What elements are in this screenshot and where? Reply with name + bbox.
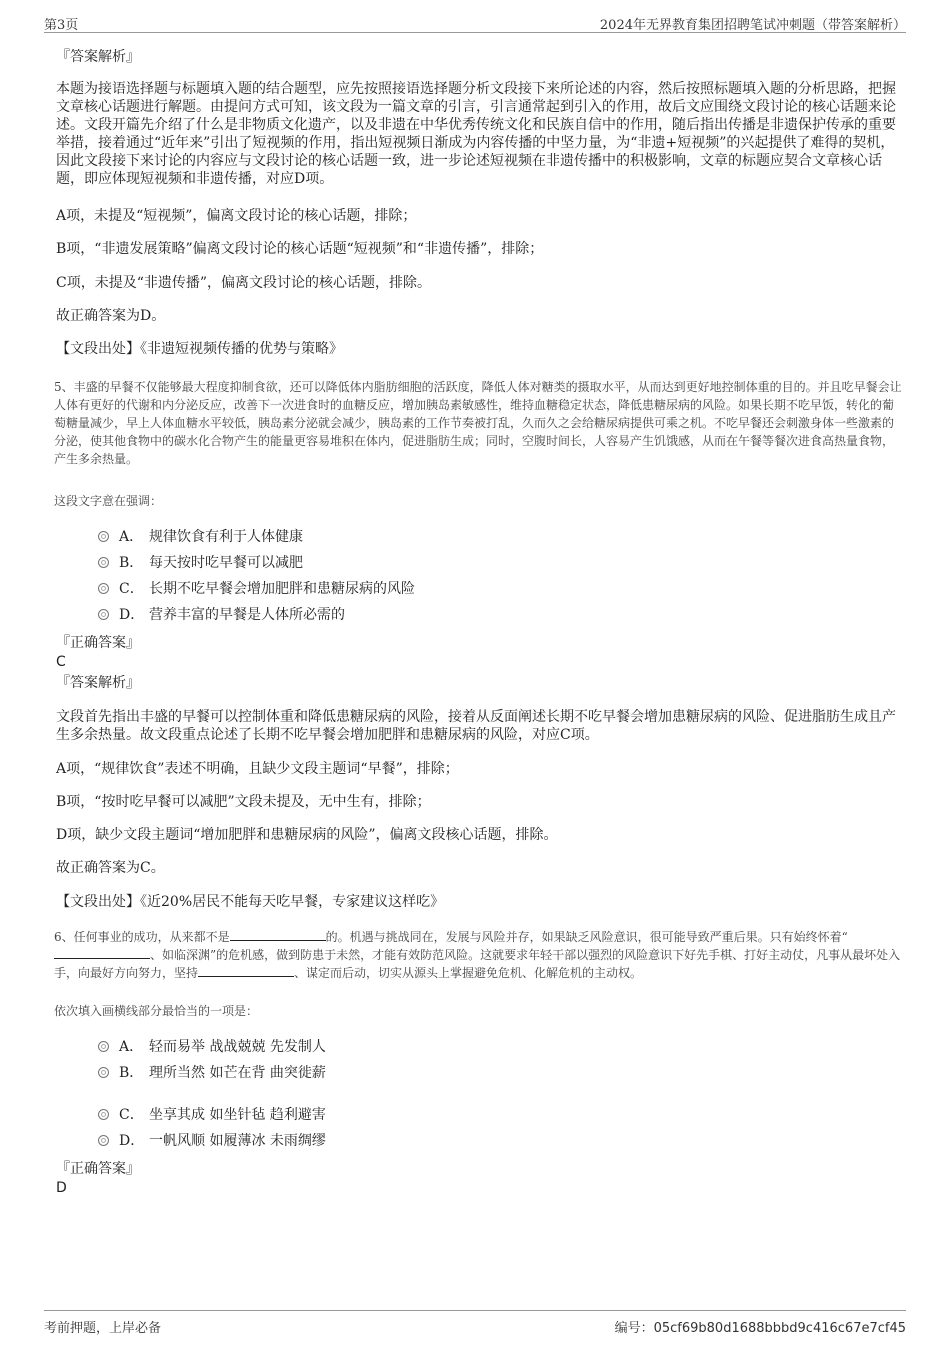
- q4-option-b-note: B项，“非遗发展策略”偏离文段讨论的核心话题“短视频”和“非遗传播”，排除；: [56, 241, 544, 257]
- page-header: [44, 12, 906, 33]
- q5-answer-label: 『正确答案』: [56, 635, 140, 651]
- page-number: 第3页: [44, 18, 79, 33]
- footer-slogan: 考前押题，上岸必备: [44, 1321, 162, 1336]
- q5-stem: 5、丰盛的早餐不仅能够最大程度抑制食欲，还可以降低体内脂肪细胞的活跃度，降低人体对糖类的摄取水平，从而达到更好地控制体重的目的。并且吃早餐会让人体有更好的代谢和内分泌反应，改善下一次进食时的血糖反应，增加胰岛素敏感性，维持血糖稳定状态，降低患糖尿病的风险。如果长期不吃早饭，转化的葡萄糖量减少，早上人体血糖水平较低，胰岛素分泌就会减少，胰岛素的工作节奏被打乱，久而久之会给糖尿病提供可乘之机。不吃早餐还会刺激身体一些激素的分泌，使其他食物中的碳水化合物产生的能量更容易堆积在体内，促进脂肪生成；同时，空腹时间长，人容易产生饥饿感，从而在午餐等餐次进食高热量食物，产生多余热量。: [54, 380, 902, 466]
- q6-answer: D: [56, 1180, 67, 1196]
- blank-3[interactable]: [198, 964, 294, 977]
- q5-option-c[interactable]: C． 长期不吃早餐会增加肥胖和患糖尿病的风险: [98, 580, 415, 598]
- q4-analysis-text: 本题为接语选择题与标题填入题的结合题型，应先按照接语选择题分析文段接下来所论述的内容，然后按照标题填入题的分析思路，把握文章核心话题进行解题。由提问方式可知，该文段为一篇文章的引言，引言通常起到引入的作用，故后文应围绕文段讨论的核心话题来论述。文段开篇先介绍了什么是非物质文化遗产，以及非遗在中华优秀传统文化和民族自信中的作用，随后指出传播是非遗保护传承的重要举措，接着通过“近年来”引出了短视频的作用，指出短视频日渐成为内容传播的中坚力量，为“非遗+短视频”的兴起提供了难得的契机，因此文段接下来讨论的内容应与文段讨论的核心话题一致，进一步论述短视频在非遗传播中的积极影响，文章的标题应契合文章核心话题，即应体现短视频和非遗传播，对应D项。: [56, 81, 896, 187]
- q4-source: 【文段出处】《非遗短视频传播的优势与策略》: [56, 341, 343, 357]
- radio-icon[interactable]: [98, 583, 109, 594]
- q5-option-a-note: A项，“规律饮食”表述不明确，且缺少文段主题词“早餐”，排除；: [56, 761, 459, 777]
- q5-option-d-note: D项，缺少文段主题词“增加肥胖和患糖尿病的风险”，偏离文段核心话题，排除。: [56, 827, 558, 843]
- q6-answer-label: 『正确答案』: [56, 1161, 140, 1177]
- q6-option-c[interactable]: C． 坐享其成 如坐针毡 趋利避害: [98, 1106, 326, 1124]
- radio-icon[interactable]: [98, 1067, 109, 1078]
- radio-icon[interactable]: [98, 1109, 109, 1120]
- page-footer: [44, 1310, 906, 1339]
- q5-answer: C: [56, 654, 66, 670]
- radio-icon[interactable]: [98, 557, 109, 568]
- radio-icon[interactable]: [98, 1041, 109, 1052]
- blank-1[interactable]: [230, 928, 326, 941]
- blank-2[interactable]: [54, 946, 150, 959]
- radio-icon[interactable]: [98, 609, 109, 620]
- q6-option-d[interactable]: D． 一帆风顺 如履薄冰 未雨绸缪: [98, 1132, 326, 1150]
- q4-analysis-label: 『答案解析』: [56, 49, 140, 65]
- q5-option-d[interactable]: D． 营养丰富的早餐是人体所必需的: [98, 606, 345, 624]
- q6-question: 依次填入画横线部分最恰当的一项是：: [54, 1004, 259, 1018]
- q5-question: 这段文字意在强调：: [54, 494, 163, 508]
- q5-conclusion: 故正确答案为C。: [56, 860, 165, 876]
- q5-option-b-note: B项，“按时吃早餐可以减肥”文段未提及，无中生有，排除；: [56, 794, 431, 810]
- q5-analysis-label: 『答案解析』: [56, 675, 140, 691]
- q4-option-c-note: C项，未提及“非遗传播”，偏离文段讨论的核心话题，排除。: [56, 275, 432, 291]
- q4-conclusion: 故正确答案为D。: [56, 308, 166, 324]
- q5-option-b[interactable]: B． 每天按时吃早餐可以减肥: [98, 554, 303, 572]
- footer-code: 编号：05cf69b80d1688bbbd9c416c67e7cf45: [614, 1321, 906, 1336]
- q6-option-a[interactable]: A． 轻而易举 战战兢兢 先发制人: [98, 1038, 326, 1056]
- document-title: 2024年无界教育集团招聘笔试冲刺题（带答案解析）: [599, 18, 906, 33]
- q6-option-b[interactable]: B． 理所当然 如芒在背 曲突徙薪: [98, 1064, 326, 1082]
- q5-source: 【文段出处】《近20%居民不能每天吃早餐，专家建议这样吃》: [56, 894, 445, 910]
- q4-option-a-note: A项，未提及“短视频”，偏离文段讨论的核心话题，排除；: [56, 208, 417, 224]
- q5-option-a[interactable]: A． 规律饮食有利于人体健康: [98, 528, 303, 546]
- radio-icon[interactable]: [98, 1135, 109, 1146]
- radio-icon[interactable]: [98, 531, 109, 542]
- q5-analysis-text: 文段首先指出丰盛的早餐可以控制体重和降低患糖尿病的风险，接着从反面阐述长期不吃早餐会增加患糖尿病的风险、促进脂肪生成且产生多余热量。故文段重点论述了长期不吃早餐会增加肥胖和患糖尿病的风险，对应C项。: [56, 709, 896, 743]
- q6-stem: 6、任何事业的成功，从来都不是 的。机遇与挑战同在，发展与风险并存，如果缺乏风险意识，很可能导致严重后果。只有始终怀着“、如临深渊”的危机感，做到防患于未然，才能有效防范风险。这就要求年轻干部以强烈的风险意识下好先手棋、打好主动仗，凡事从最坏处入手，向最好方向努力，坚持 、谋定而后动，切实从源头上掌握避免危机、化解危机的主动权。: [54, 930, 901, 980]
